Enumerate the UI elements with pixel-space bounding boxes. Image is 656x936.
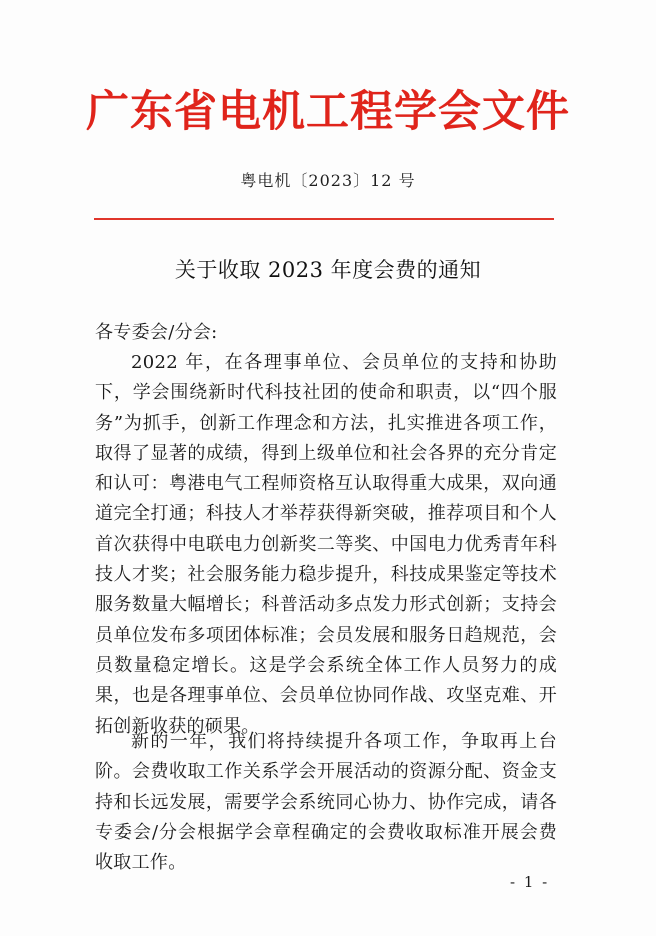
- red-divider: [94, 218, 554, 220]
- page-number: - 1 -: [510, 873, 550, 891]
- org-title: 广东省电机工程学会文件: [86, 87, 570, 137]
- doc-number: 粤电机〔2023〕12 号: [240, 171, 416, 190]
- body-paragraph: 新的一年，我们将持续提升各项工作，争取再上台阶。会费收取工作关系学会开展活动的资源分配、资金支持和长远发展，需要学会系统同心协力、协作完成，请各专委会/分会根据学会章程确定的会费收取标准开展会费收取工作。: [95, 731, 557, 874]
- notice-title: 关于收取 2023 年度会费的通知: [174, 258, 482, 282]
- salutation: 各专委会/分会:: [95, 322, 218, 343]
- body-paragraph: 2022 年，在各理事单位、会员单位的支持和协助下，学会围绕新时代科技社团的使命和职责，以“四个服务”为抓手，创新工作理念和方法，扎实推进各项工作，取得了显著的成绩，得到上级单位和社会各界的充分肯定和认可：粤港电气工程师资格互认取得重大成果，双向通道完全打通；科技人才举荐获得新突破，推荐项目和个人首次获得中电联电力创新奖二等奖、中国电力优秀青年科技人才奖；社会服务能力稳步提升，科技成果鉴定等技术服务数量大幅增长；科普活动多点发力形式创新；支持会员单位发布多项团体标准；会员发展和服务日趋规范，会员数量稳定增长。这是学会系统全体工作人员努力的成果，也是各理事单位、会员单位协同作战、攻坚克难、开拓创新收获的硕果。: [95, 352, 557, 737]
